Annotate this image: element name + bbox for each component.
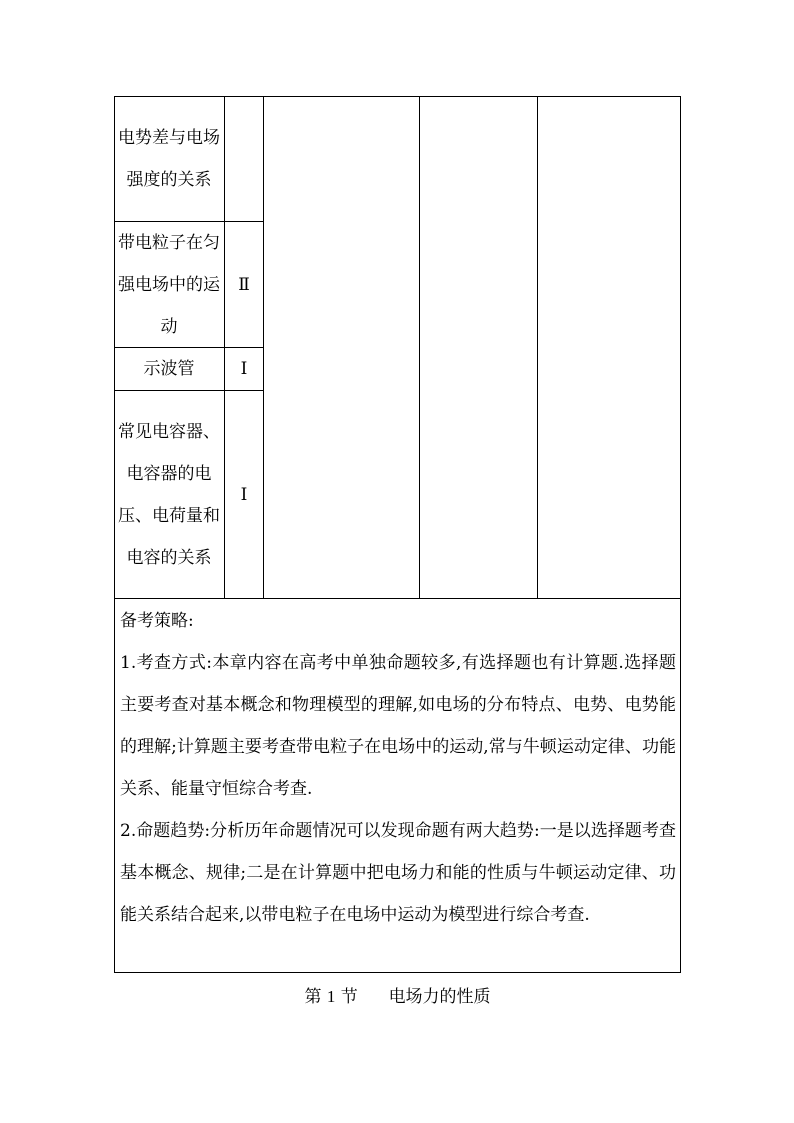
- topic-text: 带电粒子在匀强电场中的运动: [118, 232, 220, 337]
- table-row-level: [224, 391, 264, 598]
- table-row-topic: [114, 348, 224, 390]
- table-row-level: [224, 348, 264, 390]
- table-right-border: [680, 96, 681, 973]
- topic-text: 示波管: [143, 359, 195, 379]
- section-prefix: 第: [304, 987, 322, 1007]
- section-heading: [114, 982, 681, 1012]
- level-text: Ⅰ: [240, 484, 248, 505]
- table-row-topic: [114, 97, 224, 221]
- table-col-divider: [419, 96, 420, 599]
- table-section-divider: [114, 598, 681, 599]
- level-text: Ⅱ: [238, 274, 250, 295]
- table-row-topic: [114, 222, 224, 347]
- table-row-topic: [114, 391, 224, 598]
- topic-text: 常见电容器、电容器的电压、电荷量和电容的关系: [118, 421, 220, 568]
- level-text: Ⅰ: [240, 359, 248, 379]
- strategy-point-1: 1.考查方式:本章内容在高考中单独命题较多,有选择题也有计算题.选择题主要考查对基本概念和物理模型的理解,如电场的分布特点、电势、电势能的理解;计算题主要考查带电粒子在电场中的运动,常与牛顿运动定律、功能关系、能量守恒综合考查.: [120, 653, 676, 799]
- strategy-point-2: 2.命题趋势:分析历年命题情况可以发现命题有两大趋势:一是以选择题考查基本概念、规律;二是在计算题中把电场力和能的性质与牛顿运动定律、功能关系结合起来,以带电粒子在电场中运动为模型进行综合考查.: [120, 821, 676, 925]
- table-row-level: [224, 97, 264, 221]
- table-col-divider: [537, 96, 538, 599]
- section-suffix: 节: [340, 987, 358, 1007]
- table-row-level: [224, 222, 264, 347]
- strategy-title: 备考策略:: [120, 611, 194, 631]
- section-title: 电场力的性质: [388, 987, 491, 1007]
- exam-strategy: [120, 600, 676, 936]
- table-bottom-border: [114, 972, 681, 973]
- section-number: 1: [326, 987, 336, 1006]
- topic-text: 电势差与电场强度的关系: [118, 128, 220, 190]
